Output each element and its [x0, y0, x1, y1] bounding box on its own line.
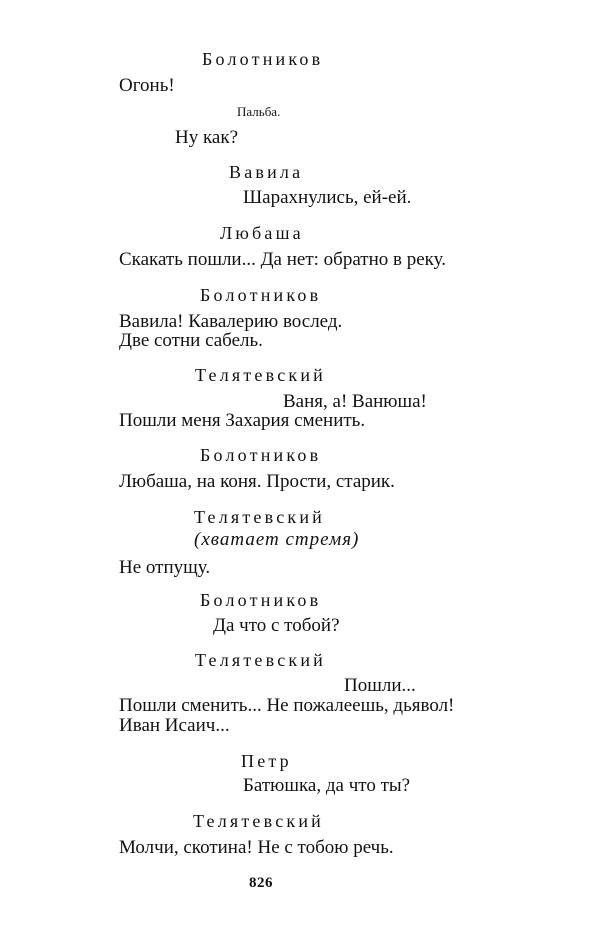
- speech-line: Две сотни сабель.: [119, 330, 263, 351]
- speaker-name: Телятевский: [194, 507, 326, 527]
- speaker-name: Вавила: [229, 162, 304, 182]
- stage-direction: (хватает стремя): [194, 529, 360, 550]
- speaker-name: Телятевский: [195, 365, 327, 385]
- speaker-name: Болотников: [200, 285, 322, 305]
- speaker-name: Болотников: [200, 445, 322, 465]
- speech-line: Не отпущу.: [119, 557, 211, 578]
- speech-line: Молчи, скотина! Не с тобою речь.: [119, 837, 394, 858]
- speech-line: Батюшка, да что ты?: [243, 775, 411, 796]
- page-number: 826: [249, 875, 273, 891]
- speaker-name: Любаша: [220, 223, 304, 243]
- speech-line: Пошли меня Захария сменить.: [119, 410, 366, 431]
- speaker-name: Болотников: [202, 49, 324, 69]
- speech-line: Шарахнулись, ей-ей.: [243, 187, 412, 208]
- speech-line: Иван Исаич...: [119, 715, 230, 736]
- speaker-name: Телятевский: [195, 650, 327, 670]
- speaker-name: Петр: [241, 751, 292, 771]
- speech-line: Скакать пошли... Да нет: обратно в реку.: [119, 249, 446, 270]
- speech-line: Пошли сменить... Не пожалеешь, дьявол!: [119, 695, 455, 716]
- speaker-name: Телятевский: [193, 811, 325, 831]
- stage-direction: Пальба.: [237, 104, 281, 119]
- speech-line: Ну как?: [175, 127, 239, 148]
- speech-line: Ваня, а! Ванюша!: [283, 391, 427, 412]
- speech-line: Пошли...: [344, 675, 416, 696]
- speech-line: Да что с тобой?: [213, 615, 340, 636]
- speaker-name: Болотников: [200, 590, 322, 610]
- speech-line: Огонь!: [119, 75, 175, 96]
- speech-line: Любаша, на коня. Прости, старик.: [119, 471, 395, 492]
- speech-line: Вавила! Кавалерию вослед.: [119, 311, 343, 332]
